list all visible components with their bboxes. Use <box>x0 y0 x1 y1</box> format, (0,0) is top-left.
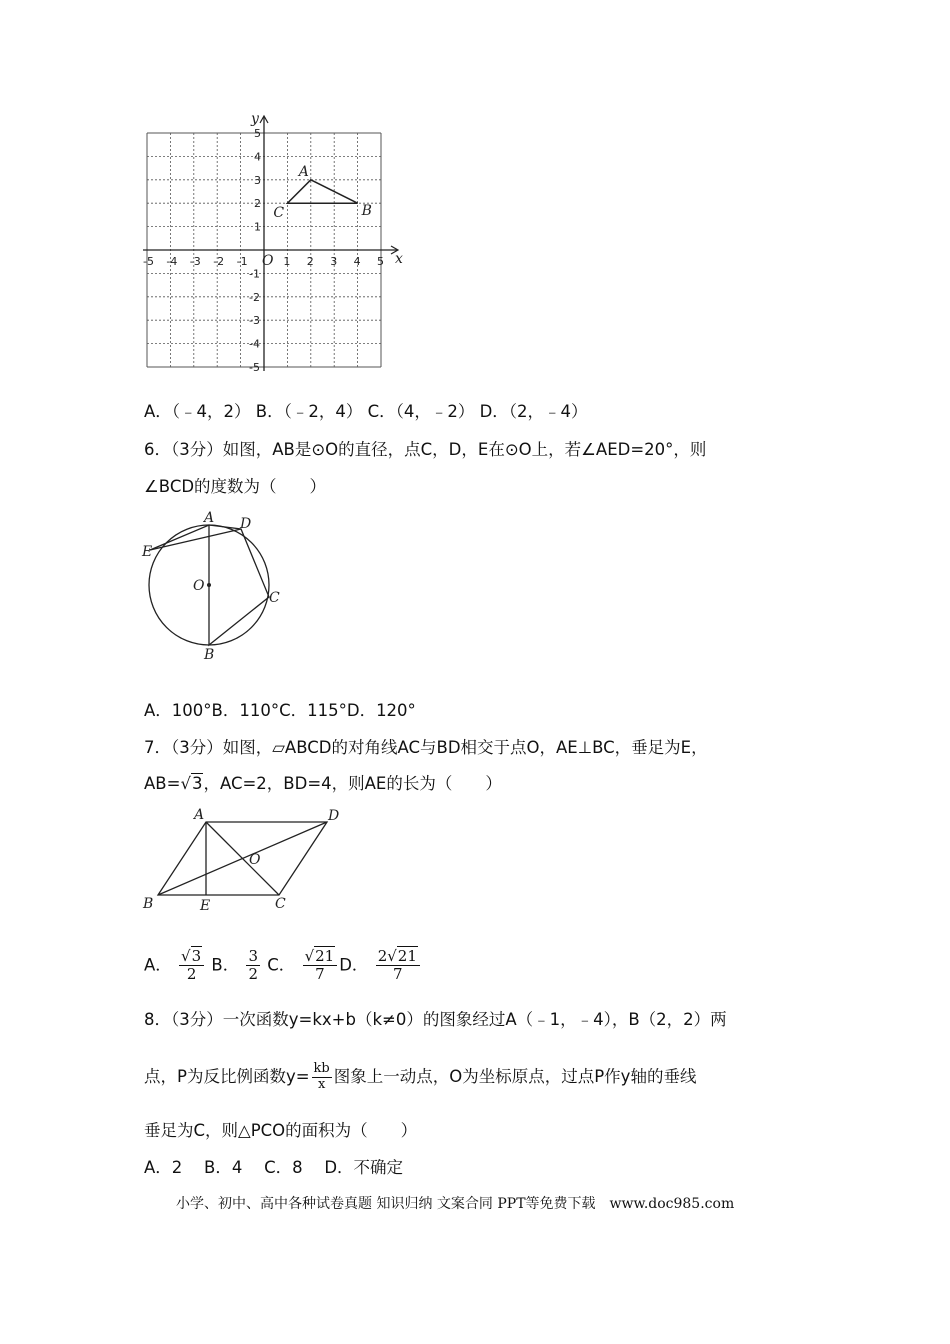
opt-a-fraction: $\frac{√3}{2}$ <box>179 948 204 984</box>
q7-parallelogram-figure <box>138 804 348 914</box>
sqrt-sign: √ <box>180 774 191 793</box>
opt-c-radicand: 21 <box>315 947 335 965</box>
axes <box>143 111 403 371</box>
y-tick-label: 3 <box>254 173 261 187</box>
y-axis-label: y <box>251 111 259 127</box>
q8-line2-suffix: 图象上一动点，O为坐标原点，过点P作y轴的垂线 <box>333 1066 697 1086</box>
x-tick-label: 5 <box>377 255 384 268</box>
q5-options: A．（﹣4，2） B．（﹣2，4） C．（4，﹣2） D．（2，﹣4） <box>144 402 588 421</box>
q8-stem-line1: 8．（3分）一次函数y=kx+b（k≠0）的图象经过A（﹣1，﹣4），B（2，2）两 <box>144 1010 727 1029</box>
opt-d-radicand: 21 <box>397 947 417 965</box>
diagonal-bd <box>158 822 327 895</box>
q6-options: A．100°B．110°C．115°D．120° <box>144 701 416 720</box>
x-axis-label: x <box>395 251 403 267</box>
label-b: B <box>143 896 154 912</box>
page-footer: 小学、初中、高中各种试卷真题 知识归纳 文案合同 PPT等免费下载 www.doc985.com <box>176 1196 735 1212</box>
x-tick-label: 4 <box>353 255 361 268</box>
q7-ab-radicand: 3 <box>191 774 203 793</box>
q8-line2-prefix: 点，P为反比例函数y= <box>144 1066 310 1086</box>
q8-stem-line2 <box>144 1062 696 1093</box>
label-a: A <box>204 510 215 526</box>
q8-frac-num: kb <box>313 1061 330 1076</box>
q8-fraction <box>312 1062 332 1093</box>
y-tick-label: 5 <box>254 127 261 140</box>
y-tick-label: -2 <box>249 290 260 304</box>
label-c: C <box>275 896 286 912</box>
y-tick-label: -1 <box>249 267 260 281</box>
opt-d-coef: 2 <box>377 947 388 965</box>
y-tick-label: 2 <box>254 197 261 211</box>
segment-ed <box>150 529 241 550</box>
label-d: D <box>240 516 252 532</box>
q8-frac-den: x <box>317 1076 326 1092</box>
opt-c-label: C． <box>267 955 296 975</box>
opt-c-fraction: $\frac{√21}{7}$ <box>303 948 338 984</box>
q7-stem-line2 <box>144 776 502 793</box>
opt-b-num: 3 <box>248 947 259 965</box>
label-d: D <box>328 808 340 824</box>
q8-options: A．2 B．4 C．8 D．不确定 <box>144 1158 404 1177</box>
x-tick-label: -5 <box>143 255 154 268</box>
x-tick-label: 3 <box>330 255 338 268</box>
triangle-abc <box>273 164 371 221</box>
opt-b-label: B． <box>211 955 240 975</box>
q7-ab-prefix: AB= <box>144 774 181 793</box>
q7-stem-suffix: ，AC=2，BD=4，则AE的长为（ ） <box>203 774 502 793</box>
triangle-outline <box>287 180 357 203</box>
opt-d-label: D． <box>339 955 369 975</box>
y-tick-label: -4 <box>249 337 260 351</box>
label-e: E <box>200 898 211 914</box>
opt-d-fraction: $\frac{2√21}{7}$ <box>376 948 420 984</box>
opt-b-den: 2 <box>248 965 259 984</box>
q6-stem-line2: ∠BCD的度数为（ ） <box>144 477 327 496</box>
q7-options <box>144 948 422 984</box>
label-a: A <box>194 807 205 823</box>
opt-a-radicand: 3 <box>191 947 202 965</box>
x-tick-label: -4 <box>166 255 178 268</box>
y-tick-label: -5 <box>249 361 260 374</box>
q5-coordinate-grid <box>140 110 410 380</box>
q6-circle-figure <box>138 508 298 668</box>
label-c: C <box>269 590 280 606</box>
opt-b-fraction <box>246 948 260 984</box>
opt-a-den: 2 <box>186 965 197 984</box>
y-tick-label: 4 <box>254 150 261 164</box>
opt-a-label: A． <box>144 955 172 975</box>
q8-stem-line3: 垂足为C，则△PCO的面积为（ ） <box>144 1121 418 1140</box>
point-label-c: C <box>273 205 285 222</box>
q6-stem-line1: 6．（3分）如图，AB是⊙O的直径，点C，D，E在⊙O上，若∠AED=20°，则 <box>144 440 707 459</box>
x-tick-label: -3 <box>189 255 201 268</box>
point-label-a: A <box>298 163 309 180</box>
x-tick-label: -1 <box>236 255 248 268</box>
center-dot <box>207 583 211 587</box>
opt-c-den: 7 <box>315 965 325 984</box>
label-o: O <box>193 578 205 594</box>
q7-stem-line1: 7．（3分）如图，▱ABCD的对角线AC与BD相交于点O，AE⊥BC，垂足为E， <box>144 738 708 757</box>
opt-d-den: 7 <box>393 965 403 984</box>
x-tick-label: -2 <box>213 255 225 268</box>
label-e: E <box>142 544 153 560</box>
origin-label: O <box>262 253 274 269</box>
label-o: O <box>249 852 261 868</box>
label-b: B <box>204 647 215 663</box>
y-tick-label: -3 <box>249 314 260 328</box>
y-tick-label: 1 <box>254 220 261 234</box>
x-tick-label: 2 <box>306 255 314 268</box>
point-label-b: B <box>361 203 372 220</box>
x-tick-label: 1 <box>283 255 291 268</box>
